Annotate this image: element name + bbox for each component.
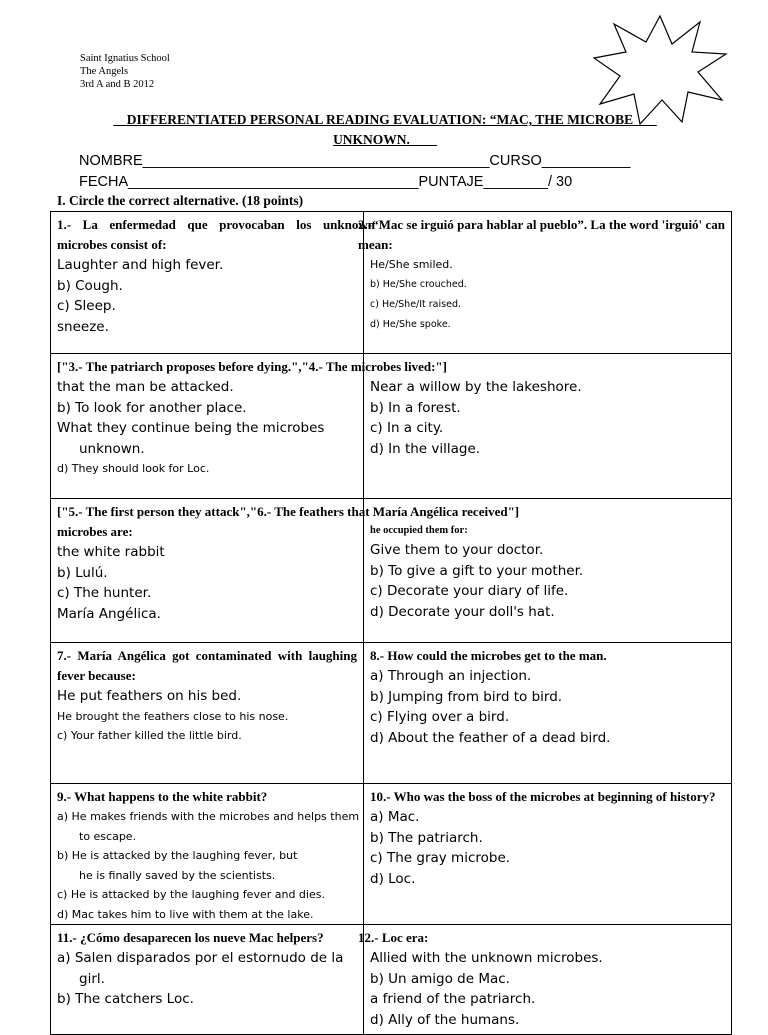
q6-option-d[interactable]: d) Decorate your doll's hat. [370,603,555,620]
q12-option-c[interactable]: a friend of the patriarch. [370,991,536,1007]
q4-option-c[interactable]: c) In a city. [370,420,444,436]
question-5-text-cont: microbes are: [57,524,133,539]
question-7-text: 7.- María Angélica got contaminated with laughing fever because: [57,648,357,683]
q2-option-a[interactable]: He/She smiled. [370,258,453,271]
q6-option-c[interactable]: c) Decorate your diary of life. [370,583,569,599]
q8-option-c[interactable]: c) Flying over a bird. [370,709,510,725]
q7-option-a[interactable]: He put feathers on his bed. [57,688,242,704]
q9-option-b[interactable]: b) He is attacked by the laughing fever, but [57,849,298,862]
question-6-text-cont: he occupied them for: [370,525,468,536]
question-row [51,499,732,643]
q9-option-b-cont[interactable]: he is finally saved by the scientists. [79,868,276,882]
q10-option-a[interactable]: a) Mac. [370,809,420,825]
school-class: 3rd A and B 2012 [80,79,155,90]
q3-option-d[interactable]: d) They should look for Loc. [57,462,210,475]
q10-option-c[interactable]: c) The gray microbe. [370,850,511,866]
q3-option-b[interactable]: b) To look for another place. [57,399,247,416]
question-9-text: 9.- What happens to the white rabbit? [57,789,268,804]
q1-option-d[interactable]: sneeze. [57,318,109,335]
question-10-text: 10.- Who was the boss of the microbes at beginning of history? [370,789,716,804]
score-star-shape [590,12,730,127]
questions-table [50,211,732,1035]
q8-option-a[interactable]: a) Through an injection. [370,668,532,684]
q3-option-a[interactable]: that the man be attacked. [57,379,234,395]
q9-option-a[interactable]: a) He makes friends with the microbes and helps them [57,810,360,823]
q11-option-b[interactable]: b) The catchers Loc. [57,991,194,1007]
q5-option-a[interactable]: the white rabbit [57,544,165,560]
q3-option-c-cont[interactable]: unknown. [79,440,145,457]
question-5-6-text: ["5.- The first person they attack","6.- The feathers that María Angélica received"] [57,504,520,519]
school-subtitle: The Angels [80,66,129,77]
page-title-line1: DIFFERENTIATED PERSONAL READING EVALUATION: “MAC, THE MICROBE [126,112,634,127]
question-row [51,643,732,784]
q12-option-d[interactable]: d) Ally of the humans. [370,1011,520,1028]
q7-option-c[interactable]: c) Your father killed the little bird. [57,729,242,742]
question-2-text: 2.-“Mac se irguió para hablar al pueblo”. La the word 'irguió' can mean: [358,217,725,252]
question-8-cell [364,643,732,784]
question-6-cell [364,499,732,643]
question-1-cell [51,212,375,354]
question-row [51,354,732,499]
q12-option-a[interactable]: Allied with the unknown microbes. [370,950,603,966]
question-row [51,925,732,1035]
q1-option-c[interactable]: c) Sleep. [57,298,116,314]
q9-option-d[interactable]: d) Mac takes him to live with them at the lake. [57,907,314,921]
question-10-cell [364,784,732,925]
q11-option-a[interactable]: a) Salen disparados por el estornudo de la [57,950,344,966]
question-12-text: 12.- Loc era: [358,930,429,945]
date-score-field[interactable]: FECHA____________________________________PUNTAJE________/ 30 [79,174,573,190]
q1-option-b[interactable]: b) Cough. [57,277,123,294]
q9-option-c[interactable]: c) He is attacked by the laughing fever and dies. [57,888,325,901]
q8-option-d[interactable]: d) About the feather of a dead bird. [370,729,611,746]
q4-option-b[interactable]: b) In a forest. [370,399,461,416]
q4-option-d[interactable]: d) In the village. [370,440,481,457]
name-course-field[interactable]: NOMBRE___________________________________________CURSO___________ [79,153,631,169]
page-title-line2: UNKNOWN. [333,132,410,147]
question-11-cell [51,925,364,1035]
question-3-4-text: ["3.- The patriarch proposes before dying.","4.- The microbes lived:"] [57,359,447,374]
q2-option-b[interactable]: b) He/She crouched. [370,278,467,290]
q3-option-c[interactable]: What they continue being the microbes [57,420,325,436]
q2-option-c[interactable]: c) He/She/It raised. [370,298,461,310]
q10-option-b[interactable]: b) The patriarch. [370,829,483,846]
q11-option-a-cont[interactable]: girl. [79,970,105,987]
q6-option-a[interactable]: Give them to your doctor. [370,542,544,558]
school-name: Saint Ignatius School [80,53,170,64]
q8-option-b[interactable]: b) Jumping from bird to bird. [370,688,563,705]
question-4-cell [364,354,732,499]
q5-option-d[interactable]: María Angélica. [57,605,161,622]
q7-option-b[interactable]: He brought the feathers close to his nose. [57,709,289,723]
question-9-cell [51,784,364,925]
question-row [51,212,732,354]
section-instruction: I. Circle the correct alternative. (18 points) [57,193,304,208]
q2-option-d[interactable]: d) He/She spoke. [370,318,451,330]
q4-option-a[interactable]: Near a willow by the lakeshore. [370,379,582,395]
q12-option-b[interactable]: b) Un amigo de Mac. [370,970,510,987]
question-11-text: 11.- ¿Cómo desaparecen los nueve Mac helpers? [57,930,324,945]
q10-option-d[interactable]: d) Loc. [370,870,416,887]
question-1-text: 1.- La enfermedad que provocaban los unknown microbes consist of: [57,217,375,252]
q9-option-a-cont[interactable]: to escape. [79,829,137,843]
q1-option-a[interactable]: Laughter and high fever. [57,257,224,273]
q5-option-b[interactable]: b) Lulú. [57,564,108,581]
question-row [51,784,732,925]
question-2-cell [358,212,732,354]
q5-option-c[interactable]: c) The hunter. [57,585,152,601]
q6-option-b[interactable]: b) To give a gift to your mother. [370,562,584,579]
question-8-text: 8.- How could the microbes get to the man. [370,648,607,663]
question-12-cell [358,925,732,1035]
question-7-cell [51,643,364,784]
